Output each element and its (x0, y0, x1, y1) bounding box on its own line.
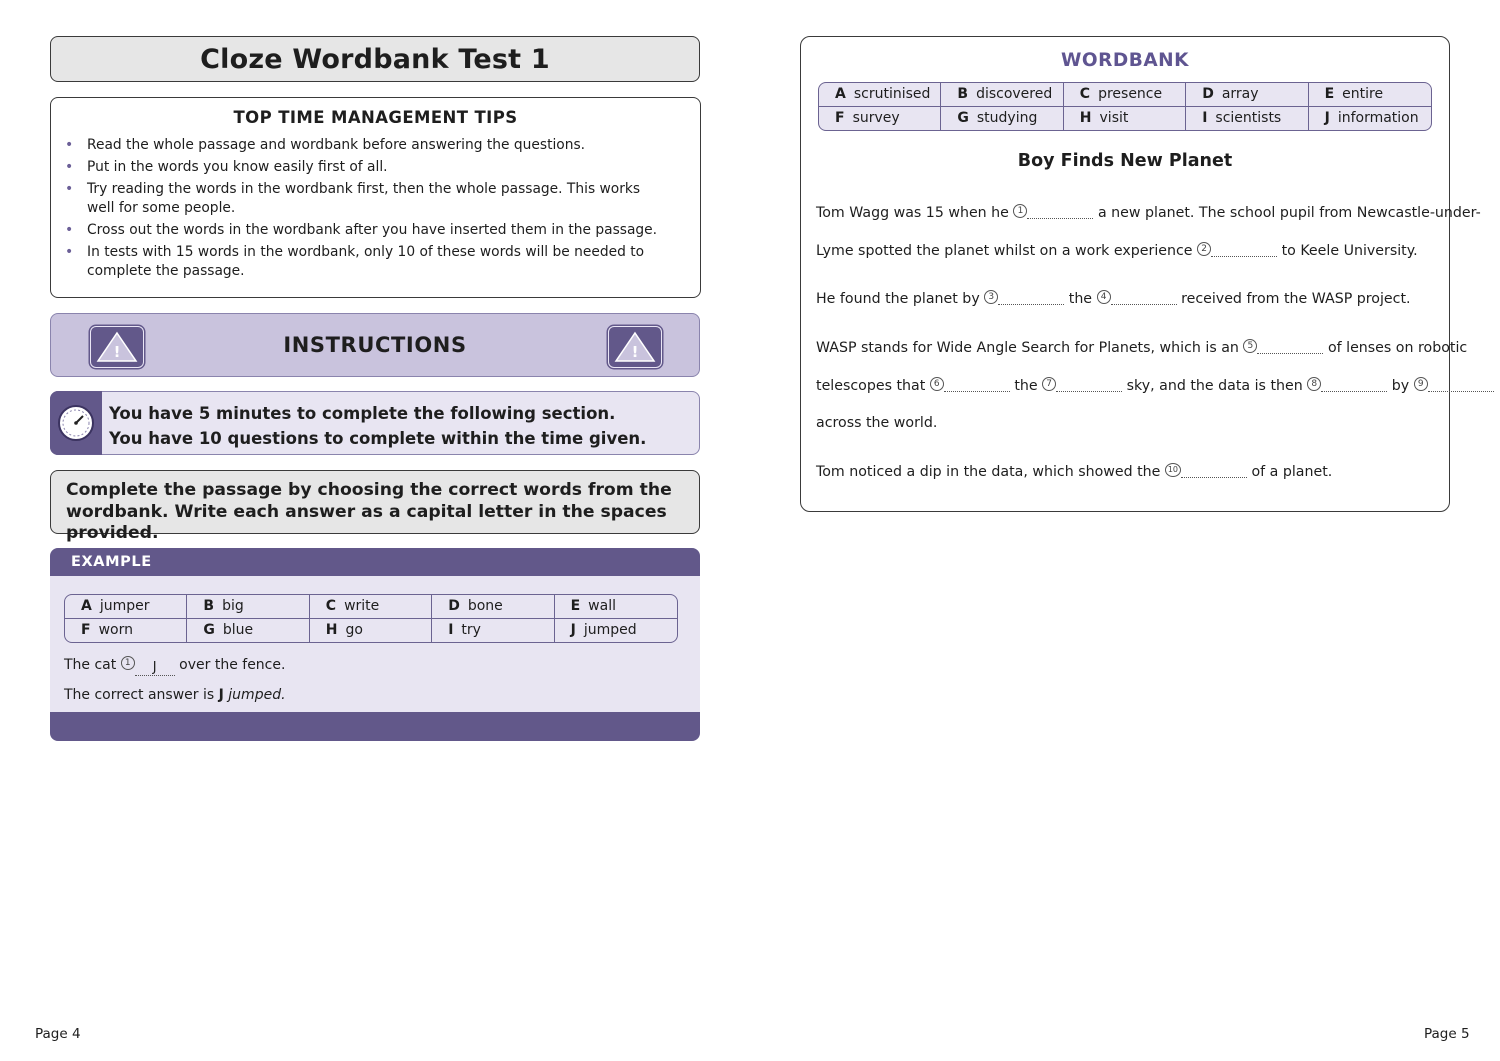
question-number-badge: 8 (1307, 377, 1321, 391)
tip-item: • Cross out the words in the wordbank after you have inserted them in the passage. (87, 221, 664, 240)
passage-line: across the world. (816, 415, 938, 431)
example-footer-bar (50, 712, 700, 741)
wordbank-cell: E wall (555, 595, 677, 619)
wordbank-cell: C presence (1064, 83, 1186, 107)
question-number-badge: 4 (1097, 290, 1111, 304)
wordbank-cell: A scrutinised (819, 83, 941, 107)
wordbank-title: WORDBANK (1061, 50, 1189, 71)
answer-blank-2[interactable] (1211, 243, 1277, 257)
passage-line: telescopes that 6 the 7 sky, and the data is then 8 by 9 (816, 377, 1494, 394)
wordbank-cell: G blue (187, 619, 309, 643)
answer-blank-7[interactable] (1056, 378, 1122, 392)
question-number-badge: 1 (121, 656, 135, 670)
passage-line: WASP stands for Wide Angle Search for Planets, which is an 5 of lenses on robotic (816, 340, 1468, 356)
wordbank-cell: B discovered (941, 83, 1063, 107)
passage-title: Boy Finds New Planet (1017, 151, 1233, 171)
wordbank-cell: I try (432, 619, 554, 643)
passage-line: Tom noticed a dip in the data, which showed the 10 of a planet. (816, 464, 1333, 480)
wordbank-cell: H visit (1064, 107, 1186, 131)
wordbank-cell: B big (187, 595, 309, 619)
answer-blank-3[interactable] (998, 291, 1064, 305)
tips-list (87, 136, 664, 281)
answer-blank-5[interactable] (1257, 340, 1323, 354)
example-heading: EXAMPLE (50, 548, 700, 576)
wordbank-cell: D bone (432, 595, 554, 619)
instructions-banner (50, 313, 700, 377)
wordbank-cell: F survey (819, 107, 941, 131)
question-count-text: You have 10 questions to complete within the time given. (109, 429, 647, 448)
test-title: Cloze Wordbank Test 1 (200, 43, 550, 75)
tips-heading: TOP TIME MANAGEMENT TIPS (233, 108, 518, 127)
instructions-heading: INSTRUCTIONS (283, 333, 467, 357)
answer-blank-1[interactable] (1027, 205, 1093, 219)
tip-item: • Read the whole passage and wordbank before answering the questions. (87, 136, 664, 155)
example-wordbank (64, 594, 678, 643)
question-number-badge: 10 (1165, 463, 1181, 477)
wordbank-cell: E entire (1309, 83, 1431, 107)
wordbank-cell: F worn (65, 619, 187, 643)
stopwatch-icon (50, 391, 102, 455)
question-number-badge: 6 (930, 377, 944, 391)
passage-line: Lyme spotted the planet whilst on a work experience 2 to Keele University. (816, 243, 1418, 259)
tip-item: • Try reading the words in the wordbank first, then the whole passage. This works well for some people. (87, 180, 664, 218)
wordbank-cell: I scientists (1186, 107, 1308, 131)
test-title-box (50, 36, 700, 82)
directions-line: Complete the passage by choosing the correct words from the (66, 480, 672, 500)
question-number-badge: 7 (1042, 377, 1056, 391)
answer-blank-9[interactable] (1428, 378, 1494, 392)
directions-box (50, 470, 700, 543)
answer-blank-8[interactable] (1321, 378, 1387, 392)
wordbank-cell: J information (1324, 109, 1419, 126)
svg-text:!: ! (631, 343, 639, 361)
time-limit-text: You have 5 minutes to complete the following section. (109, 404, 616, 423)
wordbank-cell: H go (310, 619, 432, 643)
answer-blank-6[interactable] (944, 378, 1010, 392)
wordbank-cell: D array (1186, 83, 1308, 107)
question-number-badge: 5 (1243, 339, 1257, 353)
cloze-test-panel (800, 36, 1481, 512)
question-number-badge: 1 (1013, 204, 1027, 218)
directions-line: wordbank. Write each answer as a capital letter in the spaces provided. (66, 501, 667, 543)
wordbank-cell: A jumper (65, 595, 187, 619)
time-management-tips (50, 97, 701, 298)
wordbank-cell: C write (310, 595, 432, 619)
wordbank-table (818, 82, 1432, 131)
answer-blank: J (135, 662, 175, 676)
example-sentence: The cat 1 J over the fence. (64, 657, 286, 675)
question-number-badge: 3 (984, 290, 998, 304)
answer-blank-10[interactable] (1181, 464, 1247, 478)
tip-item: • Put in the words you know easily first of all. (87, 158, 664, 177)
passage-line: Tom Wagg was 15 when he 1 a new planet. The school pupil from Newcastle-under- (816, 205, 1481, 221)
tip-item: • In tests with 15 words in the wordbank, only 10 of these words will be needed to complete the passage. (87, 243, 664, 281)
svg-text:!: ! (113, 343, 121, 361)
example-panel (50, 548, 700, 741)
wordbank-cell: J jumped (570, 621, 637, 638)
example-answer: The correct answer is J jumped. (64, 687, 286, 703)
page-number-left: Page 4 (35, 1026, 81, 1042)
warning-triangle-icon (608, 326, 662, 368)
time-info-box (50, 391, 700, 455)
warning-triangle-icon (90, 326, 144, 368)
question-number-badge: 2 (1197, 242, 1211, 256)
question-number-badge: 9 (1414, 377, 1428, 391)
answer-blank-4[interactable] (1111, 291, 1177, 305)
page-number-right: Page 5 (1424, 1026, 1470, 1042)
wordbank-cell: G studying (941, 107, 1063, 131)
passage-line: He found the planet by 3 the 4 received from the WASP project. (816, 291, 1411, 307)
